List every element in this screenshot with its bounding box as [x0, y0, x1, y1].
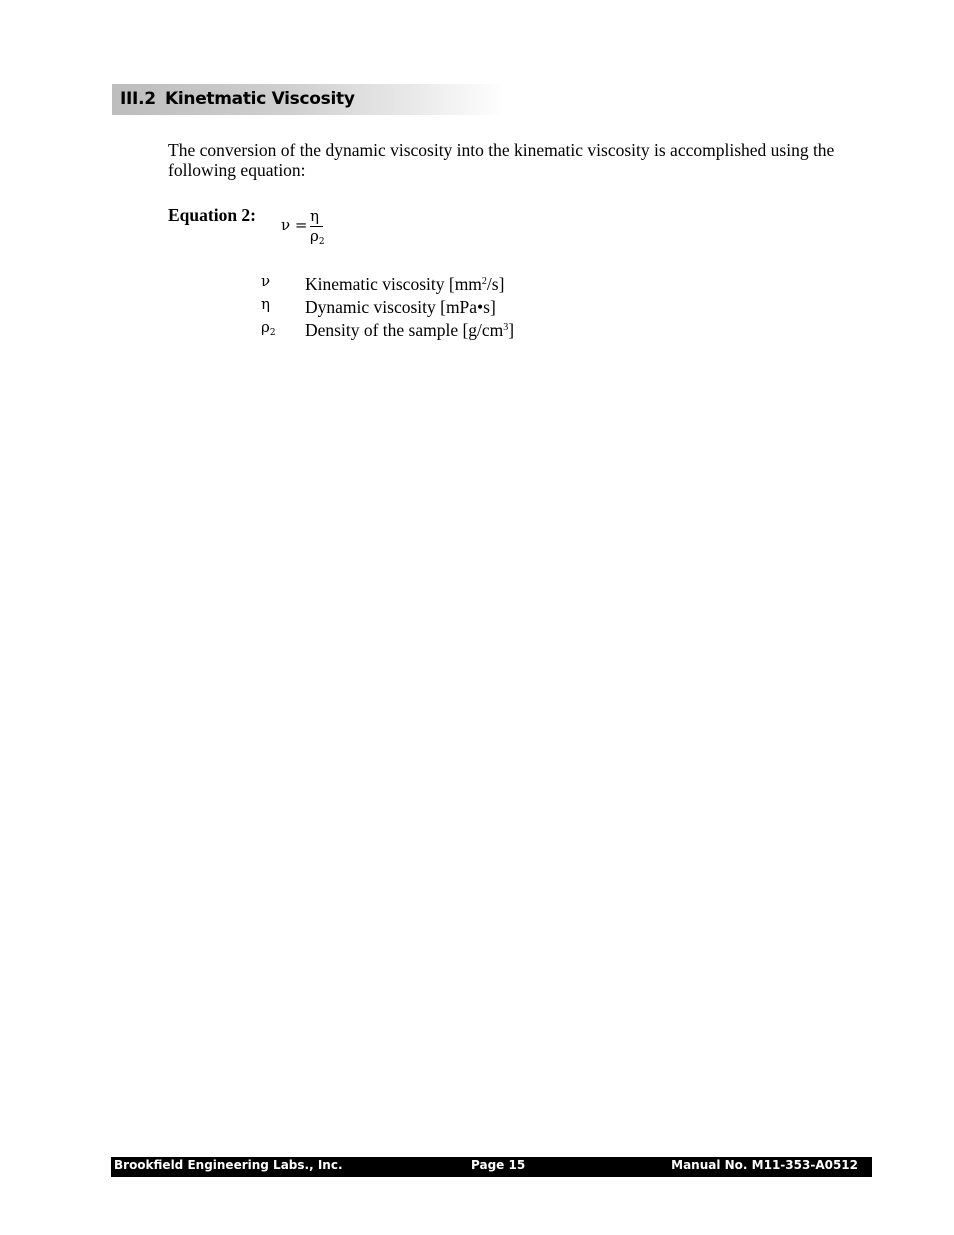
- definition-main: Dynamic viscosity [mPa•s]: [305, 297, 496, 317]
- footer-manual-number: Manual No. M11-353-A0512: [671, 1158, 858, 1172]
- definition-tail: ]: [508, 320, 515, 340]
- equation-lhs: ν =: [281, 216, 308, 234]
- footer-company: Brookfield Engineering Labs., Inc.: [114, 1158, 343, 1172]
- symbol-glyph: ν: [261, 272, 271, 290]
- definition-superscript: 3: [503, 322, 509, 333]
- definition-main: Kinematic viscosity [mm: [305, 274, 482, 294]
- footer-page-number: Page 15: [471, 1158, 526, 1172]
- section-title: Kinetmatic Viscosity: [165, 89, 355, 109]
- page-footer: [111, 1157, 872, 1177]
- symbol-glyph: ρ: [261, 318, 270, 336]
- section-heading: [112, 84, 504, 115]
- equation-numerator: η: [310, 207, 319, 225]
- section-number: III.2: [120, 89, 156, 109]
- definition-text: [305, 316, 514, 342]
- symbol-glyph: η: [261, 295, 270, 313]
- equation-fraction: [310, 207, 328, 251]
- symbol-subscript: 2: [269, 328, 276, 338]
- definition-symbol: [261, 316, 276, 345]
- definition-tail: /s]: [486, 274, 505, 294]
- equation-denominator: [310, 227, 328, 251]
- denominator-subscript: 2: [318, 237, 325, 247]
- equation-label: Equation 2:: [168, 205, 257, 225]
- intro-paragraph: The conversion of the dynamic viscosity into the kinematic viscosity is accomplished using the following equation:: [168, 140, 835, 180]
- definition-superscript: 2: [481, 276, 487, 287]
- definition-main: Density of the sample [g/cm: [305, 320, 504, 340]
- denominator-symbol: ρ: [310, 227, 319, 245]
